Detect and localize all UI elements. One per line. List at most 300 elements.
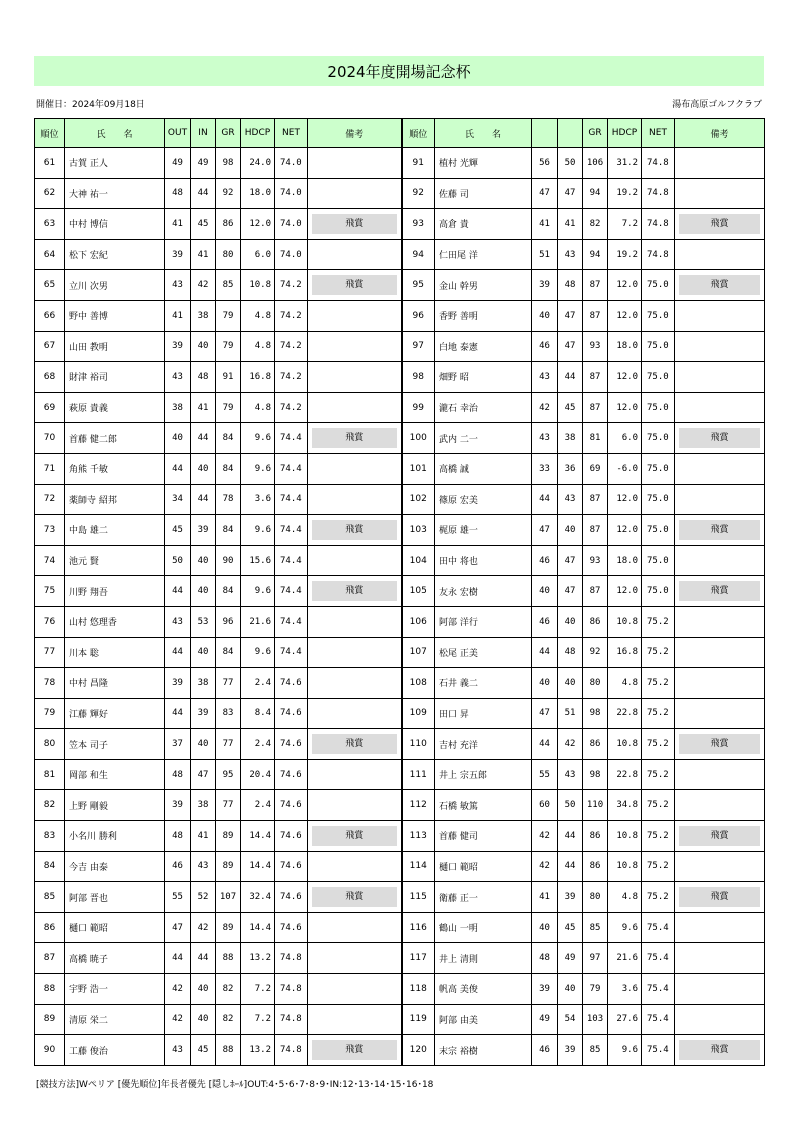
handicap-right: 7.2	[608, 209, 642, 240]
table-row	[35, 545, 765, 576]
remarks-left	[308, 331, 402, 362]
out-score-right: 56	[532, 148, 558, 179]
net-score-right: 75.2	[642, 759, 675, 790]
remarks-right	[675, 331, 765, 362]
handicap-right: 4.8	[608, 668, 642, 699]
player-name-left: 中村 博信	[65, 209, 165, 240]
rank-cell-left: 69	[35, 392, 65, 423]
handicap-left: 20.4	[241, 759, 275, 790]
player-name-left: 中島 雄二	[65, 515, 165, 546]
in-score-left: 42	[191, 270, 216, 301]
gross-score-right: 98	[583, 698, 608, 729]
net-score-right: 75.0	[642, 453, 675, 484]
gross-score-left: 98	[216, 148, 241, 179]
out-score-left: 42	[165, 974, 191, 1005]
competition-rules: [競技方法]Wペリア [優先順位]年長者優先 [隠しﾎｰﾙ]OUT:4･5･6･7･8･9･IN:12･13･14･15･16･18	[36, 1080, 434, 1090]
gross-score-right: 86	[583, 729, 608, 760]
out-score-right: 46	[532, 331, 558, 362]
player-name-right: 帆高 美俊	[435, 974, 532, 1005]
net-score-left: 74.4	[275, 606, 308, 637]
handicap-right: 16.8	[608, 637, 642, 668]
in-score-left: 41	[191, 392, 216, 423]
net-score-right: 74.8	[642, 239, 675, 270]
rank-cell-right: 92	[402, 178, 435, 209]
net-score-left: 74.4	[275, 423, 308, 454]
rank-cell-right: 110	[402, 729, 435, 760]
rank-cell-left: 74	[35, 545, 65, 576]
handicap-left: 7.2	[241, 974, 275, 1005]
net-score-left: 74.6	[275, 698, 308, 729]
header-name-right: 氏 名	[435, 119, 532, 148]
player-name-right: 井上 宗五郎	[435, 759, 532, 790]
out-score-right: 43	[532, 423, 558, 454]
event-date: 開催日：2024年09月18日	[36, 100, 145, 110]
remarks-right	[675, 606, 765, 637]
gross-score-right: 103	[583, 1004, 608, 1035]
table-row	[35, 668, 765, 699]
player-name-right: 樋口 範昭	[435, 851, 532, 882]
net-score-right: 75.2	[642, 821, 675, 852]
in-score-right: 48	[558, 637, 583, 668]
table-row	[35, 912, 765, 943]
out-score-left: 43	[165, 362, 191, 393]
in-score-right: 43	[558, 484, 583, 515]
rank-cell-left: 72	[35, 484, 65, 515]
out-score-left: 39	[165, 668, 191, 699]
out-score-right: 51	[532, 239, 558, 270]
table-row	[35, 423, 765, 454]
out-score-right: 39	[532, 974, 558, 1005]
handicap-left: 16.8	[241, 362, 275, 393]
handicap-left: 14.4	[241, 821, 275, 852]
remarks-right	[675, 668, 765, 699]
gross-score-left: 84	[216, 453, 241, 484]
gross-score-left: 79	[216, 331, 241, 362]
gross-score-left: 95	[216, 759, 241, 790]
handicap-left: 10.8	[241, 270, 275, 301]
out-score-left: 44	[165, 698, 191, 729]
rank-cell-right: 106	[402, 606, 435, 637]
rank-cell-right: 101	[402, 453, 435, 484]
header-net-right: NET	[642, 119, 675, 148]
prize-badge: 飛賞	[312, 826, 397, 846]
out-score-left: 48	[165, 178, 191, 209]
out-score-right: 48	[532, 943, 558, 974]
net-score-right: 75.2	[642, 637, 675, 668]
in-score-left: 44	[191, 423, 216, 454]
table-row	[35, 790, 765, 821]
net-score-right: 75.4	[642, 974, 675, 1005]
gross-score-left: 89	[216, 821, 241, 852]
in-score-right: 48	[558, 270, 583, 301]
prize-badge: 飛賞	[679, 428, 760, 448]
out-score-left: 43	[165, 606, 191, 637]
net-score-right: 75.2	[642, 698, 675, 729]
out-score-left: 44	[165, 576, 191, 607]
handicap-left: 14.4	[241, 912, 275, 943]
header-in-left: IN	[191, 119, 216, 148]
player-name-right: 畑野 昭	[435, 362, 532, 393]
in-score-right: 43	[558, 239, 583, 270]
player-name-right: 首藤 健司	[435, 821, 532, 852]
net-score-left: 74.8	[275, 1035, 308, 1066]
prize-badge: 飛賞	[312, 520, 397, 540]
handicap-right: 12.0	[608, 484, 642, 515]
gross-score-right: 93	[583, 545, 608, 576]
table-row	[35, 300, 765, 331]
out-score-left: 39	[165, 239, 191, 270]
prize-badge: 飛賞	[312, 214, 397, 234]
remarks-right	[675, 821, 765, 852]
rank-cell-right: 109	[402, 698, 435, 729]
handicap-right: 12.0	[608, 515, 642, 546]
gross-score-right: 106	[583, 148, 608, 179]
player-name-left: 松下 宏紀	[65, 239, 165, 270]
remarks-left	[308, 943, 402, 974]
player-name-left: 江藤 輝好	[65, 698, 165, 729]
in-score-left: 43	[191, 851, 216, 882]
gross-score-right: 87	[583, 392, 608, 423]
handicap-right: 3.6	[608, 974, 642, 1005]
handicap-right: 21.6	[608, 943, 642, 974]
title-bar	[34, 56, 764, 86]
net-score-left: 74.4	[275, 484, 308, 515]
table-row	[35, 974, 765, 1005]
remarks-left	[308, 1004, 402, 1035]
remarks-right	[675, 943, 765, 974]
handicap-left: 12.0	[241, 209, 275, 240]
out-score-left: 50	[165, 545, 191, 576]
header-in-right	[558, 119, 583, 148]
player-name-right: 吉村 充洋	[435, 729, 532, 760]
player-name-right: 井上 清則	[435, 943, 532, 974]
header-hdcp-right: HDCP	[608, 119, 642, 148]
in-score-right: 45	[558, 912, 583, 943]
header-gr-right: GR	[583, 119, 608, 148]
net-score-left: 74.6	[275, 759, 308, 790]
in-score-left: 40	[191, 974, 216, 1005]
remarks-right	[675, 148, 765, 179]
in-score-right: 50	[558, 148, 583, 179]
net-score-left: 74.6	[275, 912, 308, 943]
rank-cell-right: 99	[402, 392, 435, 423]
player-name-right: 田口 昇	[435, 698, 532, 729]
remarks-left	[308, 821, 402, 852]
in-score-right: 47	[558, 178, 583, 209]
net-score-left: 74.2	[275, 331, 308, 362]
net-score-right: 75.0	[642, 515, 675, 546]
net-score-right: 75.2	[642, 606, 675, 637]
remarks-right	[675, 759, 765, 790]
player-name-right: 篠原 宏美	[435, 484, 532, 515]
remarks-right	[675, 484, 765, 515]
gross-score-right: 86	[583, 821, 608, 852]
in-score-left: 49	[191, 148, 216, 179]
remarks-left	[308, 698, 402, 729]
rank-cell-right: 119	[402, 1004, 435, 1035]
in-score-right: 43	[558, 759, 583, 790]
in-score-left: 47	[191, 759, 216, 790]
gross-score-left: 77	[216, 790, 241, 821]
player-name-left: 財津 裕司	[65, 362, 165, 393]
rank-cell-left: 89	[35, 1004, 65, 1035]
remarks-left	[308, 729, 402, 760]
gross-score-left: 80	[216, 239, 241, 270]
rank-cell-left: 70	[35, 423, 65, 454]
net-score-left: 74.6	[275, 851, 308, 882]
page-title: 2024年度開場記念杯	[327, 62, 471, 81]
gross-score-left: 82	[216, 1004, 241, 1035]
player-name-right: 佐藤 司	[435, 178, 532, 209]
out-score-right: 44	[532, 484, 558, 515]
in-score-left: 45	[191, 1035, 216, 1066]
handicap-right: 12.0	[608, 362, 642, 393]
player-name-left: 中村 昌隆	[65, 668, 165, 699]
out-score-left: 44	[165, 943, 191, 974]
gross-score-right: 82	[583, 209, 608, 240]
handicap-left: 4.8	[241, 300, 275, 331]
remarks-right	[675, 790, 765, 821]
gross-score-right: 87	[583, 515, 608, 546]
gross-score-left: 88	[216, 1035, 241, 1066]
remarks-left	[308, 484, 402, 515]
prize-badge: 飛賞	[312, 887, 397, 907]
gross-score-right: 81	[583, 423, 608, 454]
gross-score-left: 84	[216, 515, 241, 546]
handicap-right: 12.0	[608, 300, 642, 331]
table-row	[35, 1004, 765, 1035]
remarks-right	[675, 974, 765, 1005]
player-name-left: 小名川 勝利	[65, 821, 165, 852]
net-score-right: 75.0	[642, 545, 675, 576]
in-score-left: 41	[191, 821, 216, 852]
gross-score-right: 92	[583, 637, 608, 668]
rank-cell-left: 84	[35, 851, 65, 882]
in-score-right: 44	[558, 821, 583, 852]
out-score-right: 39	[532, 270, 558, 301]
player-name-left: 立川 次男	[65, 270, 165, 301]
in-score-right: 47	[558, 545, 583, 576]
player-name-left: 樋口 範昭	[65, 912, 165, 943]
gross-score-right: 98	[583, 759, 608, 790]
rank-cell-left: 66	[35, 300, 65, 331]
handicap-left: 13.2	[241, 1035, 275, 1066]
table-row	[35, 209, 765, 240]
net-score-left: 74.8	[275, 1004, 308, 1035]
player-name-right: 衛藤 正一	[435, 882, 532, 913]
net-score-left: 74.2	[275, 270, 308, 301]
rank-cell-left: 62	[35, 178, 65, 209]
gross-score-left: 90	[216, 545, 241, 576]
table-row	[35, 698, 765, 729]
in-score-left: 44	[191, 484, 216, 515]
gross-score-left: 82	[216, 974, 241, 1005]
in-score-right: 36	[558, 453, 583, 484]
rank-cell-left: 71	[35, 453, 65, 484]
remarks-left	[308, 882, 402, 913]
rank-cell-left: 64	[35, 239, 65, 270]
handicap-left: 9.6	[241, 576, 275, 607]
remarks-left	[308, 300, 402, 331]
out-score-left: 34	[165, 484, 191, 515]
handicap-left: 15.6	[241, 545, 275, 576]
gross-score-left: 91	[216, 362, 241, 393]
out-score-left: 39	[165, 790, 191, 821]
in-score-right: 47	[558, 576, 583, 607]
out-score-right: 47	[532, 698, 558, 729]
gross-score-right: 87	[583, 270, 608, 301]
net-score-right: 75.0	[642, 270, 675, 301]
player-name-left: 阿部 晋也	[65, 882, 165, 913]
gross-score-right: 85	[583, 1035, 608, 1066]
remarks-left	[308, 668, 402, 699]
player-name-left: 清原 栄二	[65, 1004, 165, 1035]
table-row	[35, 148, 765, 179]
in-score-left: 39	[191, 515, 216, 546]
handicap-left: 9.6	[241, 515, 275, 546]
handicap-right: 10.8	[608, 851, 642, 882]
net-score-right: 75.4	[642, 943, 675, 974]
rank-cell-left: 77	[35, 637, 65, 668]
net-score-left: 74.2	[275, 300, 308, 331]
rank-cell-left: 85	[35, 882, 65, 913]
handicap-right: 10.8	[608, 729, 642, 760]
in-score-left: 39	[191, 698, 216, 729]
out-score-left: 38	[165, 392, 191, 423]
player-name-right: 香野 善明	[435, 300, 532, 331]
handicap-left: 6.0	[241, 239, 275, 270]
player-name-left: 笠本 司子	[65, 729, 165, 760]
table-row	[35, 392, 765, 423]
prize-badge: 飛賞	[679, 581, 760, 601]
out-score-right: 46	[532, 1035, 558, 1066]
out-score-right: 47	[532, 178, 558, 209]
table-row	[35, 178, 765, 209]
gross-score-right: 86	[583, 851, 608, 882]
handicap-right: 10.8	[608, 606, 642, 637]
handicap-left: 18.0	[241, 178, 275, 209]
out-score-left: 44	[165, 453, 191, 484]
gross-score-right: 85	[583, 912, 608, 943]
handicap-left: 8.4	[241, 698, 275, 729]
player-name-left: 川野 翔吾	[65, 576, 165, 607]
out-score-right: 47	[532, 515, 558, 546]
out-score-right: 44	[532, 729, 558, 760]
rank-cell-left: 88	[35, 974, 65, 1005]
out-score-right: 49	[532, 1004, 558, 1035]
rank-cell-right: 108	[402, 668, 435, 699]
player-name-right: 友永 宏樹	[435, 576, 532, 607]
table-row	[35, 729, 765, 760]
rank-cell-right: 113	[402, 821, 435, 852]
out-score-left: 41	[165, 300, 191, 331]
prize-badge: 飛賞	[312, 428, 397, 448]
player-name-right: 石井 義二	[435, 668, 532, 699]
handicap-left: 9.6	[241, 423, 275, 454]
remarks-right	[675, 239, 765, 270]
rank-cell-right: 116	[402, 912, 435, 943]
handicap-left: 4.8	[241, 331, 275, 362]
rank-cell-left: 75	[35, 576, 65, 607]
gross-score-left: 84	[216, 637, 241, 668]
header-gr-left: GR	[216, 119, 241, 148]
rank-cell-right: 112	[402, 790, 435, 821]
in-score-left: 53	[191, 606, 216, 637]
remarks-right	[675, 362, 765, 393]
in-score-right: 41	[558, 209, 583, 240]
prize-badge: 飛賞	[679, 734, 760, 754]
rank-cell-right: 114	[402, 851, 435, 882]
player-name-left: 今吉 由泰	[65, 851, 165, 882]
handicap-left: 2.4	[241, 790, 275, 821]
net-score-left: 74.6	[275, 729, 308, 760]
net-score-left: 74.0	[275, 209, 308, 240]
remarks-left	[308, 239, 402, 270]
net-score-left: 74.0	[275, 148, 308, 179]
handicap-right: 12.0	[608, 392, 642, 423]
handicap-right: -6.0	[608, 453, 642, 484]
player-name-right: 白地 泰憲	[435, 331, 532, 362]
remarks-left	[308, 974, 402, 1005]
out-score-right: 43	[532, 362, 558, 393]
table-row	[35, 239, 765, 270]
remarks-right	[675, 882, 765, 913]
prize-badge: 飛賞	[312, 734, 397, 754]
net-score-right: 75.0	[642, 362, 675, 393]
player-name-right: 鶴山 一明	[435, 912, 532, 943]
player-name-left: 萩原 貴義	[65, 392, 165, 423]
handicap-right: 34.8	[608, 790, 642, 821]
handicap-left: 9.6	[241, 453, 275, 484]
handicap-left: 2.4	[241, 668, 275, 699]
gross-score-right: 79	[583, 974, 608, 1005]
net-score-left: 74.6	[275, 668, 308, 699]
handicap-left: 9.6	[241, 637, 275, 668]
remarks-left	[308, 392, 402, 423]
handicap-left: 7.2	[241, 1004, 275, 1035]
net-score-left: 74.4	[275, 545, 308, 576]
out-score-right: 55	[532, 759, 558, 790]
player-name-right: 阿部 由美	[435, 1004, 532, 1035]
handicap-left: 14.4	[241, 851, 275, 882]
net-score-right: 75.0	[642, 576, 675, 607]
prize-badge: 飛賞	[679, 214, 760, 234]
rank-cell-right: 102	[402, 484, 435, 515]
remarks-left	[308, 637, 402, 668]
gross-score-left: 83	[216, 698, 241, 729]
player-name-left: 角熊 千敏	[65, 453, 165, 484]
rank-cell-left: 87	[35, 943, 65, 974]
rank-cell-right: 104	[402, 545, 435, 576]
player-name-left: 宇野 浩一	[65, 974, 165, 1005]
player-name-right: 石橋 敏篤	[435, 790, 532, 821]
handicap-left: 4.8	[241, 392, 275, 423]
prize-badge: 飛賞	[679, 1040, 760, 1060]
rank-cell-left: 90	[35, 1035, 65, 1066]
remarks-left	[308, 606, 402, 637]
header-name-left: 氏 名	[65, 119, 165, 148]
rank-cell-left: 79	[35, 698, 65, 729]
table-row	[35, 606, 765, 637]
handicap-left: 32.4	[241, 882, 275, 913]
remarks-right	[675, 515, 765, 546]
rank-cell-left: 73	[35, 515, 65, 546]
table-row	[35, 851, 765, 882]
remarks-right	[675, 178, 765, 209]
gross-score-right: 93	[583, 331, 608, 362]
gross-score-left: 79	[216, 392, 241, 423]
player-name-right: 高倉 貴	[435, 209, 532, 240]
